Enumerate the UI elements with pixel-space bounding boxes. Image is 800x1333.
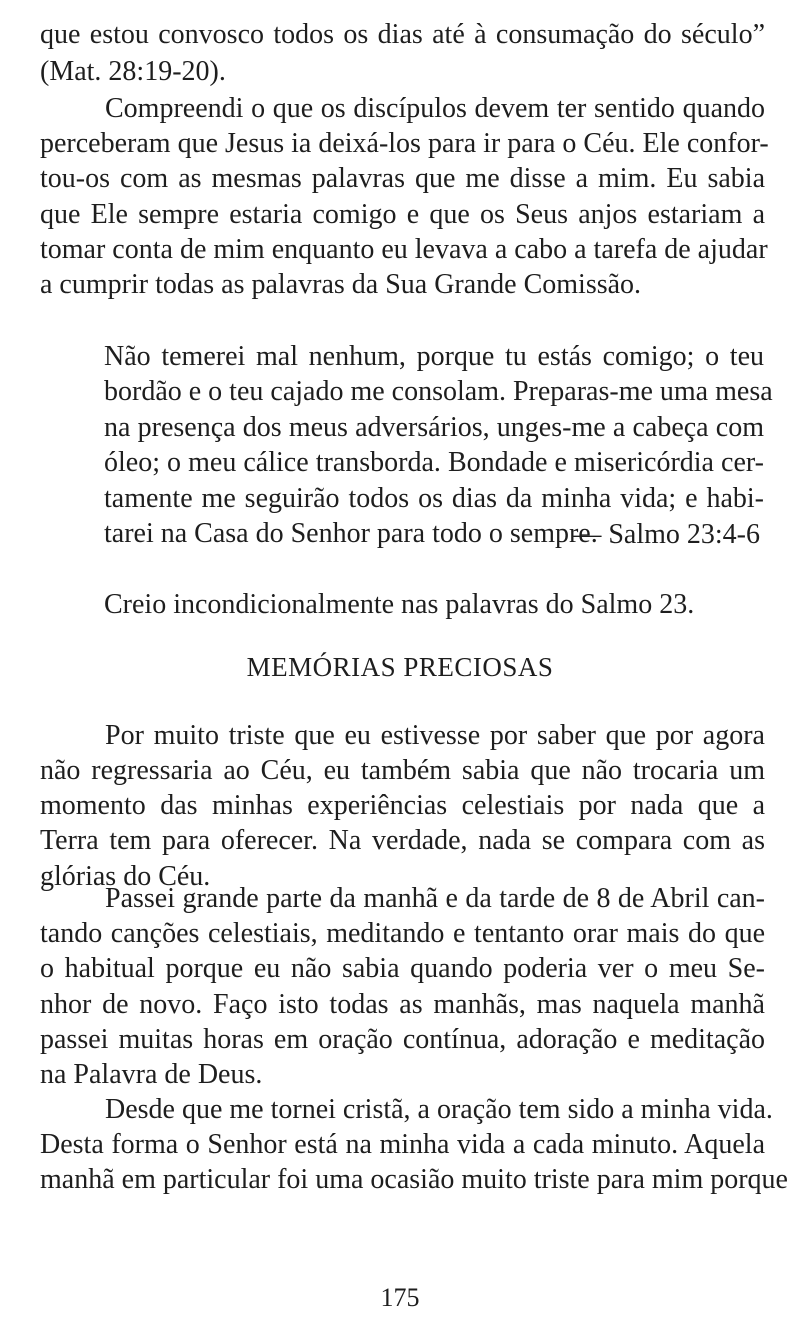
page-number: 175: [380, 1283, 420, 1312]
text-line: manhã em particular foi uma ocasião muito triste para mim porque: [40, 1164, 788, 1195]
text-line: Desta forma o Senhor está na minha vida a cada minuto. Aquela: [40, 1129, 765, 1160]
quote-line: óleo; o meu cálice transborda. Bondade e misericórdia cer-: [104, 447, 764, 478]
text-line: Terra tem para oferecer. Na verdade, nada se compara com as: [40, 825, 765, 856]
text-line: passei muitas horas em oração contínua, adoração e meditação: [40, 1024, 765, 1055]
quote-attribution: — Salmo 23:4-6: [573, 519, 760, 550]
text-line: glórias do Céu.: [40, 861, 211, 892]
quote-line: bordão e o teu cajado me consolam. Preparas-me uma mesa: [104, 376, 773, 407]
text-line: que Ele sempre estaria comigo e que os Seus anjos estariam a: [40, 199, 765, 230]
text-line: o habitual porque eu não sabia quando poderia ver o meu Se-: [40, 953, 765, 984]
text-line: nhor de novo. Faço isto todas as manhãs, mas naquela manhã: [40, 989, 765, 1020]
text-line: na Palavra de Deus.: [40, 1059, 263, 1090]
text-line: Passei grande parte da manhã e da tarde de 8 de Abril can-: [105, 883, 765, 914]
text-line: a cumprir todas as palavras da Sua Grande Comissão.: [40, 269, 642, 300]
text-line: (Mat. 28:19-20).: [40, 56, 226, 87]
quote-line: Não temerei mal nenhum, porque tu estás comigo; o teu: [104, 341, 764, 372]
text-line: não regressaria ao Céu, eu também sabia que não trocaria um: [40, 755, 765, 786]
text-line: tando canções celestiais, meditando e tentanto orar mais do que: [40, 918, 765, 949]
section-heading: MEMÓRIAS PRECIOSAS: [246, 652, 554, 682]
text-line: tou-os com as mesmas palavras que me disse a mim. Eu sabia: [40, 163, 765, 194]
text-line: tomar conta de mim enquanto eu levava a cabo a tarefa de ajudar: [40, 234, 768, 265]
quote-line: na presença dos meus adversários, unges-me a cabeça com: [104, 412, 764, 443]
text-line: Compreendi o que os discípulos devem ter sentido quando: [105, 93, 765, 124]
text-line: perceberam que Jesus ia deixá-los para ir para o Céu. Ele confor-: [40, 128, 769, 159]
quote-line: tarei na Casa do Senhor para todo o sempre.: [104, 518, 598, 549]
text-line: que estou convosco todos os dias até à consumação do século”: [40, 19, 765, 50]
text-line: Desde que me tornei cristã, a oração tem sido a minha vida.: [105, 1094, 773, 1125]
quote-line: tamente me seguirão todos os dias da minha vida; e habi-: [104, 483, 764, 514]
text-line: Creio incondicionalmente nas palavras do Salmo 23.: [104, 589, 695, 620]
text-line: Por muito triste que eu estivesse por saber que por agora: [105, 720, 765, 751]
text-line: momento das minhas experiências celestiais por nada que a: [40, 790, 765, 821]
